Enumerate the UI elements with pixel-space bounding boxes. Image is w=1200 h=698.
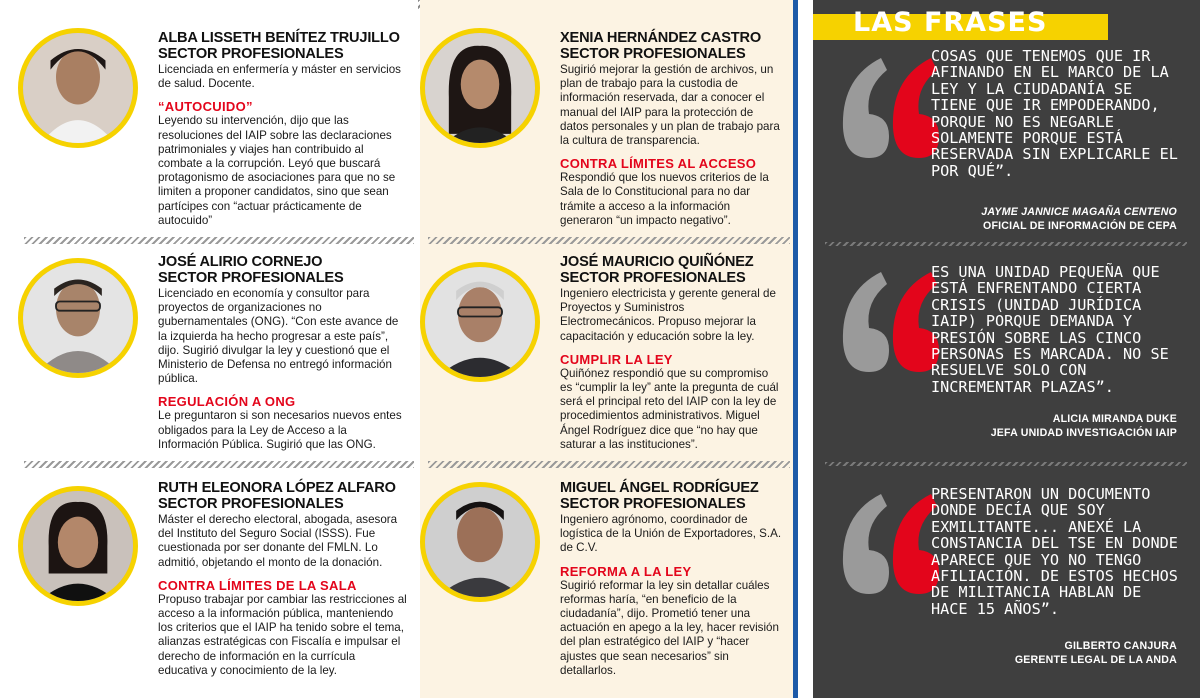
quote-text: PRESENTARON UN DOCUMENTO DONDE DECÍA QUE SOY EXMILITANTE... ANEXÉ LA CONSTANCIA DEL TSE EN DONDE APARECE QUE YO NO TENGO AFILIACIÓN. DE ESTOS HECHOS DE MILITANCIA HABLAN DE HACE 15 AÑOS”. bbox=[931, 485, 1178, 618]
profile-text bbox=[158, 30, 408, 228]
profile-body: Le preguntaron si son necesarios nuevos entes obligados para la Ley de Acceso a la Información Pública. Sugirió que las ONG. bbox=[158, 409, 402, 451]
quote-marks-icon bbox=[831, 262, 941, 382]
profile-heading: CONTRA LÍMITES AL ACCESO bbox=[560, 156, 757, 172]
profile-body: Leyendo su intervención, dijo que las resoluciones del IAIP sobre las declaraciones patrimoniales y viajes han contribuido al combate a la corrupción. Leyó que buscará protagonismo de asociaciones para que no se limiten a proponer candidatos, sino que sean partícipes con “actuar prácticamente de autocuido” bbox=[158, 114, 396, 227]
frases-panel bbox=[813, 0, 1200, 698]
section-divider bbox=[428, 237, 790, 244]
person-icon bbox=[23, 491, 133, 601]
profile-body: Quiñónez respondió que su compromiso es “cumplir la ley” ante la pregunta de cuál será el principal reto del IAIP con la ley de procedimientos administrativos. Miguel Ángel Rodríguez dice que “no hay que saturar a las instituciones”. bbox=[560, 366, 779, 451]
profile-name: MIGUEL ÁNGEL RODRÍGUEZ bbox=[560, 480, 759, 496]
person-icon bbox=[23, 263, 133, 373]
profile-text bbox=[158, 480, 408, 678]
quote-marks-icon bbox=[831, 484, 941, 604]
profile-jose-quinonez bbox=[420, 244, 792, 459]
profile-bio: Sugirió mejorar la gestión de archivos, un plan de trabajo para la custodia de información reservada, dar a conocer el manual del IAIP para la protección de datos personales y un plan de trabajo para la cultura de transparencia. bbox=[560, 63, 780, 148]
quote-role: JEFA UNIDAD INVESTIGACIÓN IAIP bbox=[990, 426, 1177, 439]
profile-heading: CONTRA LÍMITES DE LA SALA bbox=[158, 577, 357, 593]
profile-sector: SECTOR PROFESIONALES bbox=[560, 46, 746, 62]
profile-bio: Ingeniero electricista y gerente general de Proyectos y Suministros Electromecánicos. Propuso mejorar la capacitación y educación sobre la ley. bbox=[560, 287, 776, 343]
profile-xenia-hernandez bbox=[420, 10, 792, 235]
portrait-photo bbox=[18, 486, 138, 606]
profile-sector: SECTOR PROFESIONALES bbox=[560, 270, 746, 286]
quote-block bbox=[823, 262, 1191, 452]
frases-title: LAS FRASES bbox=[853, 7, 1048, 38]
portrait-photo bbox=[18, 28, 138, 148]
portrait-photo bbox=[420, 28, 540, 148]
quote-divider bbox=[825, 462, 1187, 466]
profile-sector: SECTOR PROFESIONALES bbox=[158, 46, 344, 62]
profile-name: JOSÉ ALIRIO CORNEJO bbox=[158, 254, 323, 270]
portrait-photo bbox=[420, 262, 540, 382]
profile-sector: SECTOR PROFESIONALES bbox=[158, 270, 344, 286]
quote-attribution bbox=[981, 206, 1177, 233]
profile-bio: Licenciada en enfermería y máster en servicios de salud. Docente. bbox=[158, 63, 401, 91]
quote-block bbox=[823, 484, 1191, 684]
blue-column-rule bbox=[793, 0, 798, 698]
profile-sector: SECTOR PROFESIONALES bbox=[560, 496, 746, 512]
quote-author: JAYME JANNICE MAGAÑA CENTENO bbox=[981, 206, 1177, 218]
person-icon bbox=[425, 33, 535, 143]
section-divider bbox=[428, 461, 790, 468]
profile-heading: “AUTOCUIDO” bbox=[158, 99, 253, 115]
profile-jose-cornejo bbox=[0, 244, 418, 459]
quote-attribution bbox=[991, 413, 1177, 440]
profile-name: ALBA LISSETH BENÍTEZ TRUJILLO bbox=[158, 30, 400, 46]
profile-bio: Licenciado en economía y consultor para proyectos de organizaciones no gubernamentales (ONG). “Con este avance de la izquierda ha hecho progresar a este país”, dijo. Sugirió divulgar la ley y cuestionó que el Ministerio de Defensa no entregó información pública. bbox=[158, 287, 399, 386]
portrait-photo bbox=[420, 482, 540, 602]
quote-author: ALICIA MIRANDA DUKE bbox=[1052, 413, 1177, 425]
profile-text bbox=[560, 30, 782, 228]
quote-text: ES UNA UNIDAD PEQUEÑA QUE ESTÁ ENFRENTANDO CIERTA CRISIS (UNIDAD JURÍDICA IAIP) PORQUE DEMANDA Y PRESIÓN SOBRE LAS CINCO PERSONAS ES MARCADA. NO SE RESUELVE SOLO CON INCREMENTAR PLAZAS”. bbox=[931, 263, 1169, 396]
profile-body: Propuso trabajar por cambiar las restricciones al acceso a la información pública, manteniendo los criterios que el IAIP ha tenido sobre el tema, alianzas estratégicas con Fiscalía e impulsar el derecho de información en la currícula educativa y conocimiento de la ley. bbox=[158, 592, 407, 677]
profile-heading: REFORMA A LA LEY bbox=[560, 563, 692, 579]
quote-attribution bbox=[1015, 640, 1177, 667]
profile-miguel-rodriguez bbox=[420, 468, 792, 698]
section-divider bbox=[24, 237, 414, 244]
profile-name: JOSÉ MAURICIO QUIÑÓNEZ bbox=[560, 254, 754, 270]
profile-name: RUTH ELEONORA LÓPEZ ALFARO bbox=[158, 480, 396, 496]
person-icon bbox=[23, 33, 133, 143]
quote-divider bbox=[825, 242, 1187, 246]
profile-ruth-lopez bbox=[0, 468, 418, 698]
profile-text bbox=[158, 254, 410, 452]
profile-heading: REGULACIÓN A ONG bbox=[158, 394, 296, 410]
profile-body: Respondió que los nuevos criterios de la Sala de lo Constitucional para no dar trámite a acceso a la información generaron “un impacto negativo”. bbox=[560, 171, 769, 227]
quote-text: COSAS QUE TENEMOS QUE IR AFINANDO EN EL MARCO DE LA LEY Y LA CIUDADANÍA SE TIENE QUE IR EMPODERANDO, PORQUE NO ES NEGARLE SOLAMENTE PORQUE ESTÁ RESERVADA SIN EXPLICARLE EL POR QUÉ”. bbox=[931, 47, 1178, 180]
quote-marks-icon bbox=[831, 48, 941, 168]
quote-role: GERENTE LEGAL DE LA ANDA bbox=[1014, 653, 1177, 666]
profile-name: XENIA HERNÁNDEZ CASTRO bbox=[560, 30, 762, 46]
quote-author: GILBERTO CANJURA bbox=[1064, 640, 1177, 652]
person-icon bbox=[425, 487, 535, 597]
portrait-photo bbox=[18, 258, 138, 378]
profile-bio: Ingeniero agrónomo, coordinador de logística de la Unión de Exportadores, S.A. de C.V. bbox=[560, 513, 782, 555]
profile-alba-benitez bbox=[0, 10, 418, 235]
section-divider bbox=[24, 461, 414, 468]
profile-bio: Máster el derecho electoral, abogada, asesora del Instituto del Seguro Social (ISSS). Fue cuestionada por ser donante del FMLN. Lo admitió, objetando el monto de la donación. bbox=[158, 513, 398, 569]
profile-body: Sugirió reformar la ley sin detallar cuáles reformas haría, “en beneficio de la ciudadanía”, dijo. Prometió tener una actuación en apego a la ley, hacer revisión del plan estratégico del IAIP y “hacer ajustes que sean necesarios” sin detallarlos. bbox=[560, 578, 779, 677]
quote-role: OFICIAL DE INFORMACIÓN DE CEPA bbox=[983, 219, 1177, 232]
person-icon bbox=[425, 267, 535, 377]
profile-text bbox=[560, 254, 782, 452]
profile-heading: CUMPLIR LA LEY bbox=[560, 351, 673, 367]
profile-sector: SECTOR PROFESIONALES bbox=[158, 496, 344, 512]
quote-block bbox=[823, 48, 1191, 238]
profile-text bbox=[560, 480, 782, 678]
